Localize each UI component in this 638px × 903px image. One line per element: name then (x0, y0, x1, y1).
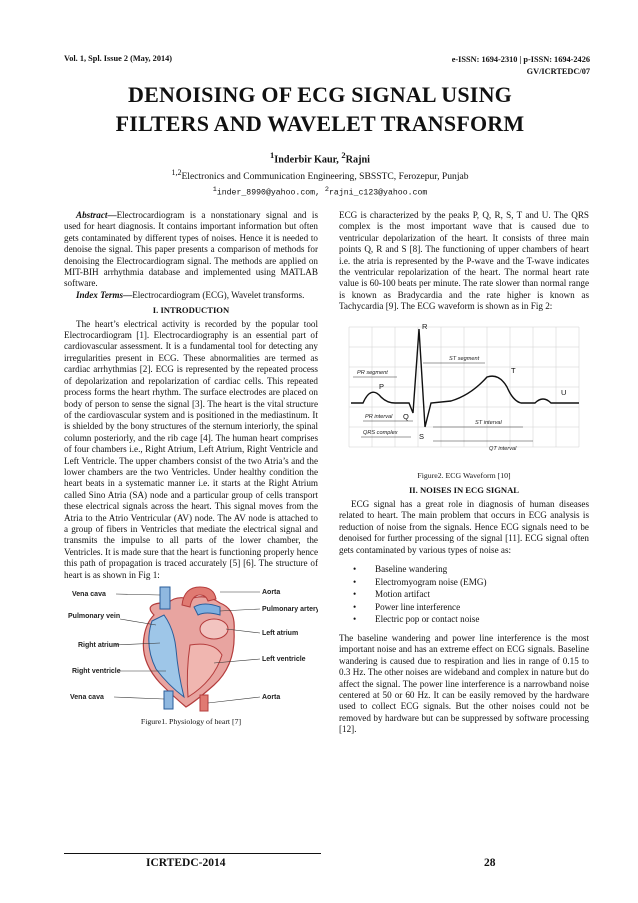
title-line-2: FILTERS AND WAVELET TRANSFORM (115, 111, 525, 136)
abstract: Abstract—Electrocardiogram is a nonstationary signal and is used for heart diagnosis. It contains important information but often gets contaminated by different types of noises. Hence it is needed to denoise the signal. This paper presents a comparison of methods for denoising the Electrocardiogram signal. The methods are applied on MIT-BIH arrhythmia database and implemented using MATLAB software. (64, 210, 318, 289)
label-aorta-bottom: Aorta (262, 694, 281, 701)
list-item: • Electromyogram noise (EMG) (375, 576, 589, 589)
section-heading-introduction: I. INTRODUCTION (152, 305, 230, 316)
author1-sup: 1 (270, 150, 275, 160)
email1[interactable]: inder_8990@yahoo.com, (216, 188, 325, 198)
author2-sup: 2 (341, 150, 346, 160)
ecg-description: ECG is characterized by the peaks P, Q, R, S, T and U. The QRS complex is the most important wave that is caused due to ventricular depolarization of the heart. It consists of three main points Q, R and S [8]. The functioning of upper chambers of heart i.e. the atria is represented by the P-wave and the T-wave indicates the ventricular repolarization of the heart. The normal heart rate value is 60-100 beats per minute. The rate slower than normal range is known as Bradycardia and the rate higher is known as Tachycardia [9]. The ECG waveform is shown as in Fig 2: (339, 210, 589, 312)
label-left-atrium: Left atrium (262, 630, 299, 637)
email1-sup: 1 (212, 185, 217, 194)
label-pulmonary-artery: Pulmonary artery (262, 606, 318, 613)
noise-list (339, 563, 589, 626)
ecg-label-pr-segment: PR segment (357, 369, 388, 376)
affiliation-sup: 1,2 (171, 167, 182, 177)
label-left-ventricle: Left ventricle (262, 656, 306, 663)
author2-name: Rajni (345, 154, 370, 166)
heart-diagram (64, 585, 318, 713)
right-column (339, 210, 589, 736)
list-item: • Power line interference (375, 601, 589, 614)
list-item: • Baseline wandering (375, 563, 589, 576)
label-vena-cava-top: Vena cava (72, 591, 106, 598)
label-aorta-top: Aorta (262, 589, 281, 596)
issn-line: e-ISSN: 1694-2310 | p-ISSN: 1694-2426 (451, 55, 590, 64)
label-right-ventricle: Right ventricle (72, 668, 121, 675)
left-column (64, 210, 318, 732)
ecg-trace (351, 329, 579, 427)
ecg-label-st-interval: ST interval (475, 419, 502, 426)
ecg-label-t: T (511, 365, 516, 375)
figure2-caption: Figure2. ECG Waveform [10] (417, 471, 511, 481)
affiliation-text: Electronics and Communication Engineering, SBSSTC, Ferozepur, Punjab (181, 171, 469, 183)
ecg-label-q: Q (403, 411, 409, 421)
paper-code: GV/ICRTEDC/07 (526, 67, 590, 76)
list-item: • Motion artifact (375, 588, 589, 601)
abstract-text: Electrocardiogram is a nonstationary signal and is used for heart diagnosis. It contains important information but often gets contaminated by different types of noises. Hence it is needed to denoise the signal. This paper presents a comparison of methods for denoising the Electrocardiogram signal. The methods are applied on MIT-BIH arrhythmia database and implemented using MATLAB software. (64, 210, 318, 289)
paper-title (60, 80, 580, 138)
email2[interactable]: rajni_c123@yahoo.com (329, 188, 428, 198)
author1-name: Inderbir Kaur, (274, 154, 342, 166)
figure-ecg (339, 317, 589, 482)
index-terms-label: Index Terms (76, 289, 124, 300)
ecg-label-r: R (422, 321, 428, 331)
journal-issn (452, 54, 590, 78)
list-item: • Electric pop or contact noise (375, 613, 589, 626)
email2-sup: 2 (324, 185, 330, 194)
introduction-text: The heart’s electrical activity is recorded by the popular tool Electrocardiogram [1]. Electrocardiography is an essential part of cardiovascular assessment. It is a fundamental tool for detecting any irregularities present in ECG. These abnormalities are termed as cardiac arrhythmias [2]. ECG is represented by the repeated process of depolarization and repolarization of cardiac cells. This repeated process forms the heart rhythm. The surface electrodes are placed on body of person to sense the signal [3]. The heart is the vital structure of the cardiovascular system and is positioned in the mediastinum. It is shielded by the bony structures of the sternum interiorly, the spinal column posteriorly, and the rib cage [4]. The human heart comprises of four chambers i.e., Right Atrium, Left Atrium, Right Ventricle and Left Ventricle. The upper chambers consist of the two Atria’s and the lower chambers are the two Ventricles. Under healthy condition the heart beats in a systematic manner i.e. it starts at the Right Atrium called Sino Atria (SA) node and a particular group of cells transport these electrical signals across the heart. This signal moves from the Atria to the Atrio Ventricular (AV) node. The AV node is attached to a group of fibers in Ventricles that mediate the electrical signal and transmits the impulse to all parts of the lower chamber, the Ventricles. It is made sure that the heart is functioning properly hence this path of propagation is traced accurately [5] [6]. The structure of heart is as shown in Fig 1: (64, 318, 318, 580)
ecg-waveform (339, 317, 589, 467)
ecg-label-qt-interval: QT interval (489, 445, 517, 452)
ecg-label-st-segment: ST segment (449, 355, 480, 362)
footer-conference: ICRTEDC-2014 (146, 857, 226, 869)
section-heading-noises: II. NOISES IN ECG SIGNAL (408, 485, 520, 496)
label-pulmonary-vein: Pulmonary vein (68, 613, 121, 620)
noise-closing: The baseline wandering and power line interference is the most important noise and has an extreme effect on ECG signals. Baseline wandering is caused due to respiration and lies in range of 0.15 to 0.3 Hz. The other noises are wideband and complex in nature but do affect the signal. The power line interference is a narrowband noise centered at 50 or 60 Hz. It can be easily removed by the hardware used to collect ECG signals. But the other noises could not be removed by hardware but can be suppressed by software processing [12]. (339, 632, 589, 735)
abstract-label: Abstract (76, 210, 108, 220)
journal-volume: Vol. 1, Spl. Issue 2 (May, 2014) (64, 54, 173, 63)
label-right-atrium: Right atrium (78, 642, 120, 649)
author-block (60, 149, 580, 200)
index-terms-text: Electrocardiogram (ECG), Wavelet transforms. (132, 289, 305, 300)
noise-intro: ECG signal has a great role in diagnosis of human diseases related to heart. The main problem that occurs in ECG analysis is reduction of noise from the signals. Hence ECG signals need to be denoised for further processing of the signal [11]. ECG signal often gets contaminated by various types of noise as: (339, 498, 589, 555)
ecg-label-p: P (379, 381, 385, 391)
ecg-label-pr-interval: PR interval (365, 413, 393, 420)
title-line-1: DENOISING OF ECG SIGNAL USING (128, 82, 512, 107)
figure1-caption: Figure1. Physiology of heart [7] (140, 717, 242, 727)
affiliation (60, 167, 580, 184)
ecg-label-u: U (561, 387, 567, 397)
figure-heart (64, 585, 318, 728)
ecg-label-qrs-complex: QRS complex (363, 429, 398, 436)
emails (60, 184, 580, 200)
ecg-label-s: S (419, 431, 425, 441)
label-vena-cava-bottom: Vena cava (70, 694, 104, 701)
author-names (60, 149, 580, 167)
page-number: 28 (484, 857, 496, 869)
index-terms: Index Terms—Electrocardiogram (ECG), Wavelet transforms. (76, 289, 305, 300)
footer-divider (64, 853, 321, 854)
